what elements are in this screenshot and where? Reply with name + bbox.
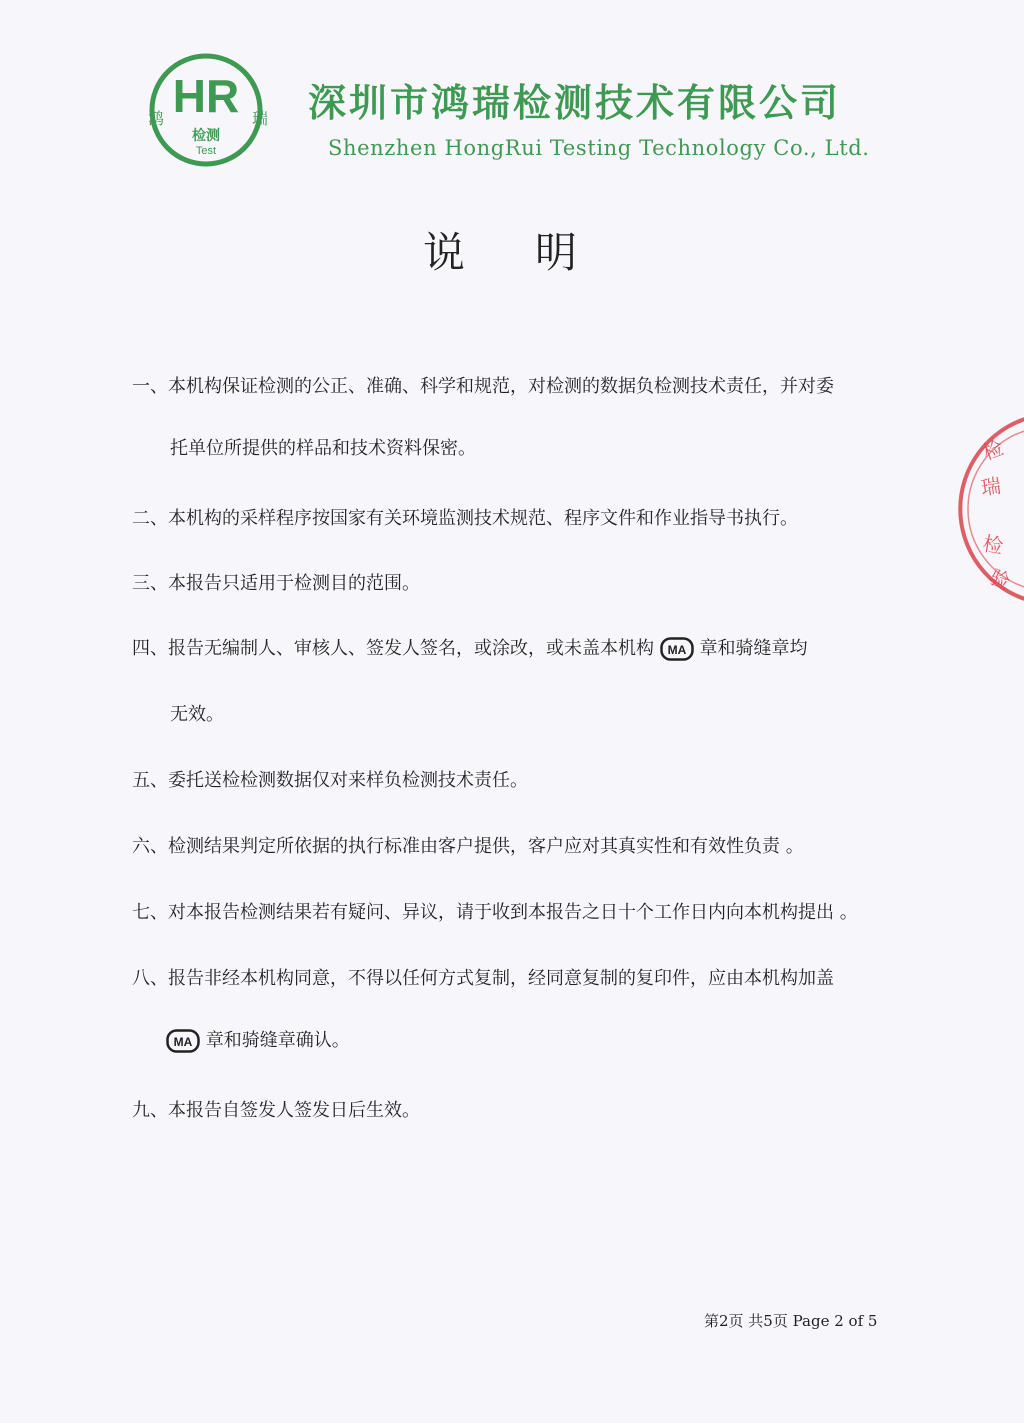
- item-text: 本机构的采样程序按国家有关环境监测技术规范、程序文件和作业指导书执行。: [168, 508, 798, 529]
- item-number: 一、: [132, 376, 168, 397]
- item-number: 五、: [132, 770, 168, 791]
- item-text: 本报告自签发人签发日后生效。: [168, 1100, 420, 1121]
- item-text: 报告无编制人、审核人、签发人签名，或涂改，或未盖本机构: [168, 638, 654, 659]
- item-number: 七、: [132, 902, 168, 923]
- list-item: [132, 832, 804, 858]
- item-number: 六、: [132, 836, 168, 857]
- list-item: [132, 964, 834, 990]
- list-item: [132, 898, 858, 924]
- list-item: [132, 569, 420, 595]
- list-item-continuation: [166, 1026, 350, 1053]
- logo-sub-cn: 检测: [192, 128, 220, 144]
- item-text: 检测结果判定所依据的执行标准由客户提供，客户应对其真实性和有效性负责 。: [168, 836, 804, 857]
- svg-text:MA: MA: [667, 643, 687, 657]
- item-text: 委托送检检测数据仅对来样负检测技术责任。: [168, 770, 528, 791]
- svg-text:MA: MA: [173, 1035, 193, 1049]
- list-item: [132, 634, 807, 661]
- logo-letters: HR: [172, 70, 240, 122]
- company-name-cn: 深圳市鸿瑞检测技术有限公司: [308, 80, 842, 125]
- list-item: [132, 1096, 420, 1122]
- item-number: 九、: [132, 1100, 168, 1121]
- item-text-after: 章和骑缝章确认。: [205, 1030, 350, 1051]
- logo-sub-en: Test: [195, 145, 217, 157]
- logo-right-char: 瑞: [252, 109, 269, 128]
- item-text: 对本报告检测结果若有疑问、异议，请于收到本报告之日十个工作日内向本机构提出 。: [168, 902, 858, 923]
- svg-text:验: 验: [986, 564, 1014, 595]
- document-title: 说明: [422, 228, 647, 277]
- item-number: 二、: [132, 508, 168, 529]
- item-number: 三、: [132, 573, 168, 594]
- cma-mark-icon: [166, 1029, 200, 1053]
- item-number: 八、: [132, 968, 168, 989]
- svg-text:检: 检: [979, 435, 1007, 465]
- svg-text:检: 检: [981, 531, 1005, 559]
- svg-text:瑞: 瑞: [979, 473, 1003, 500]
- list-item-continuation: 托单位所提供的样品和技术资料保密。: [170, 438, 476, 459]
- page-footer: 第2页 共5页 Page 2 of 5: [704, 1312, 878, 1330]
- item-text-after: 章和骑缝章均: [699, 638, 808, 659]
- list-item: [132, 766, 528, 792]
- item-text: 本报告只适用于检测目的范围。: [168, 573, 420, 594]
- item-number: 四、: [132, 638, 168, 659]
- list-item: [132, 504, 798, 530]
- list-item: [132, 372, 834, 398]
- item-text: 报告非经本机构同意，不得以任何方式复制，经同意复制的复印件，应由本机构加盖: [168, 968, 834, 989]
- item-text: 本机构保证检测的公正、准确、科学和规范，对检测的数据负检测技术责任，并对委: [168, 376, 834, 397]
- logo-left-char: 鸿: [148, 109, 165, 128]
- company-logo: [140, 52, 272, 168]
- cma-mark-icon: [660, 637, 694, 661]
- red-seal-stamp: [958, 400, 1024, 610]
- list-item-continuation: 无效。: [170, 704, 224, 725]
- company-name-en: Shenzhen HongRui Testing Technology Co., Ltd.: [328, 136, 870, 160]
